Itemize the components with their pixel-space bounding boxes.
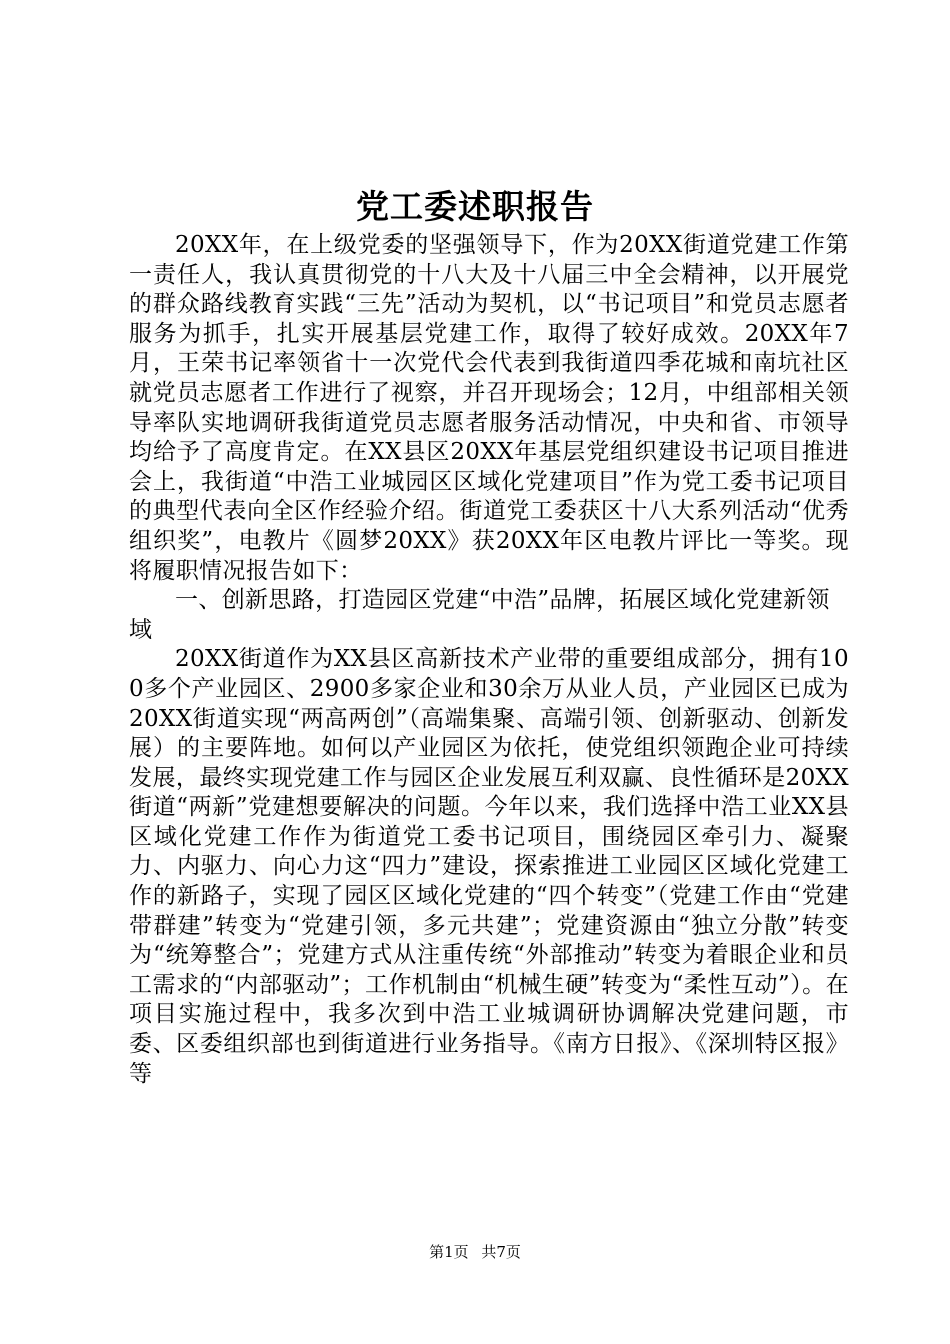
document-title: 党工委述职报告 xyxy=(356,187,594,226)
page-number: 第1页 xyxy=(429,1243,469,1261)
section-heading-1: 一、创新思路，打造园区党建“中浩”品牌，拓展区域化党建新领域 xyxy=(129,587,830,643)
page-footer xyxy=(0,1242,950,1262)
paragraph-intro: 20XX年，在上级党委的坚强领导下，作为20XX街道党建工作第一责任人，我认真贯彻党的十八大及十八届三中全会精神，以开展党的群众路线教育实践“三先”活动为契机，以“书记项目”和党员志愿者服务为抓手，扎实开展基层党建工作，取得了较好成效。20XX年7月，王荣书记率领省十一次党代会代表到我街道四季花城和南坑社区就党员志愿者工作进行了视察，并召开现场会；12月，中组部相关领导率队实地调研我街道党员志愿者服务活动情况，中央和省、市领导均给予了高度肯定。在XX县区20XX年基层党组织建设书记项目推进会上，我街道“中浩工业城园区区域化党建项目”作为党工委书记项目的典型代表向全区作经验介绍。街道党工委获区十八大系列活动“优秀组织奖”，电教片《圆梦20XX》获20XX年区电教片评比一等奖。现将履职情况报告如下： xyxy=(129,232,849,584)
document-body xyxy=(129,231,849,1089)
page-total: 共7页 xyxy=(481,1243,521,1261)
paragraph-section-1: 20XX街道作为XX县区高新技术产业带的重要组成部分，拥有100多个产业园区、2900多家企业和30余万从业人员，产业园区已成为20XX街道实现“两高两创”（高端集聚、高端引领、创新驱动、创新发展）的主要阵地。如何以产业园区为依托，使党组织领跑企业可持续发展，最终实现党建工作与园区企业发展互利双赢、良性循环是20XX街道“两新”党建想要解决的问题。今年以来，我们选择中浩工业XX县区域化党建工作作为街道党工委书记项目，围绕园区牵引力、凝聚力、内驱力、向心力这“四力”建设，探索推进工业园区区域化党建工作的新路子，实现了园区区域化党建的“四个转变”（党建工作由“党建带群建”转变为“党建引领，多元共建”；党建资源由“独立分散”转变为“统筹整合”；党建方式从注重传统“外部推动”转变为着眼企业和员工需求的“内部驱动”；工作机制由“机械生硬”转变为“柔性互动”）。在项目实施过程中，我多次到中浩工业城调研协调解决党建问题，市委、区委组织部也到街道进行业务指导。《南方日报》、《深圳特区报》等 xyxy=(129,646,849,1087)
